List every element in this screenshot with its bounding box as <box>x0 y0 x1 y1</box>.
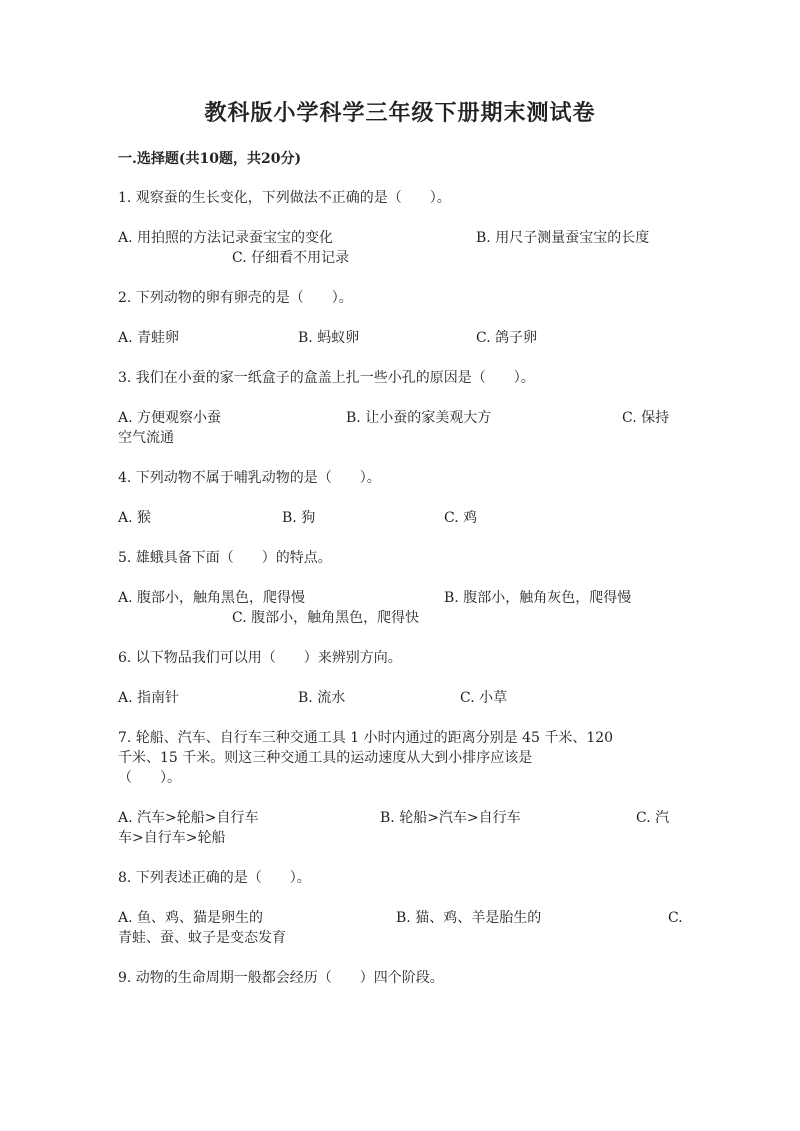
question-5-option-b: B. 腹部小，触角灰色，爬得慢 <box>444 590 632 606</box>
question-4-option-b: B. 狗 <box>282 510 316 526</box>
question-7-option-c-cont: 车>自行车>轮船 <box>118 830 226 846</box>
question-9-stem: 9. 动物的生命周期一般都会经历（ ）四个阶段。 <box>118 970 444 986</box>
question-1-option-c: C. 仔细看不用记录 <box>232 250 350 266</box>
page-title: 教科版小学科学三年级下册期末测试卷 <box>204 100 596 126</box>
question-1-option-a: A. 用拍照的方法记录蚕宝宝的变化 <box>118 230 334 246</box>
question-1-stem: 1. 观察蚕的生长变化，下列做法不正确的是（ ）。 <box>118 190 451 206</box>
question-4-option-a: A. 猴 <box>118 510 152 526</box>
question-2-option-b: B. 蚂蚁卵 <box>298 330 360 346</box>
question-8-option-c-cont: 青蛙、蚕、蚊子是变态发育 <box>118 930 286 946</box>
question-2-stem: 2. 下列动物的卵有卵壳的是（ ）。 <box>118 290 353 306</box>
question-5-stem: 5. 雄蛾具备下面（ ）的特点。 <box>118 550 332 566</box>
question-7-option-c: C. 汽 <box>636 810 670 826</box>
question-3-option-c-cont: 空气流通 <box>118 430 174 446</box>
question-3-option-a: A. 方便观察小蚕 <box>118 410 222 426</box>
question-6-stem: 6. 以下物品我们可以用（ ）来辨别方向。 <box>118 650 402 666</box>
question-4-stem: 4. 下列动物不属于哺乳动物的是（ ）。 <box>118 470 381 486</box>
question-3-option-c: C. 保持 <box>622 410 670 426</box>
question-7-stem-line-3: （ ）。 <box>118 770 181 786</box>
question-3-option-b: B. 让小蚕的家美观大方 <box>346 410 492 426</box>
question-6-option-b: B. 流水 <box>298 690 346 706</box>
question-5-option-a: A. 腹部小，触角黑色，爬得慢 <box>118 590 306 606</box>
question-7-option-b: B. 轮船>汽车>自行车 <box>380 810 521 826</box>
question-3-stem: 3. 我们在小蚕的家一纸盒子的盒盖上扎一些小孔的原因是（ ）。 <box>118 370 535 386</box>
question-6-option-a: A. 指南针 <box>118 690 180 706</box>
question-8-option-b: B. 猫、鸡、羊是胎生的 <box>396 910 542 926</box>
question-7-stem-line-2: 千米、15 千米。则这三种交通工具的运动速度从大到小排序应该是 <box>118 750 533 766</box>
question-4-option-c: C. 鸡 <box>444 510 478 526</box>
question-7-stem-line-1: 7. 轮船、汽车、自行车三种交通工具 1 小时内通过的距离分别是 45 千米、120 <box>118 730 614 746</box>
section-heading: 一.选择题(共10题，共20分) <box>118 151 302 167</box>
question-8-stem: 8. 下列表述正确的是（ ）。 <box>118 870 311 886</box>
question-1-option-b: B. 用尺子测量蚕宝宝的长度 <box>476 230 650 246</box>
question-8-option-a: A. 鱼、鸡、猫是卵生的 <box>118 910 264 926</box>
question-2-option-c: C. 鸽子卵 <box>476 330 538 346</box>
question-5-option-c: C. 腹部小，触角黑色，爬得快 <box>232 610 420 626</box>
question-7-option-a: A. 汽车>轮船>自行车 <box>118 810 259 826</box>
question-8-option-c: C. <box>668 910 683 926</box>
question-6-option-c: C. 小草 <box>460 690 508 706</box>
question-2-option-a: A. 青蛙卵 <box>118 330 180 346</box>
